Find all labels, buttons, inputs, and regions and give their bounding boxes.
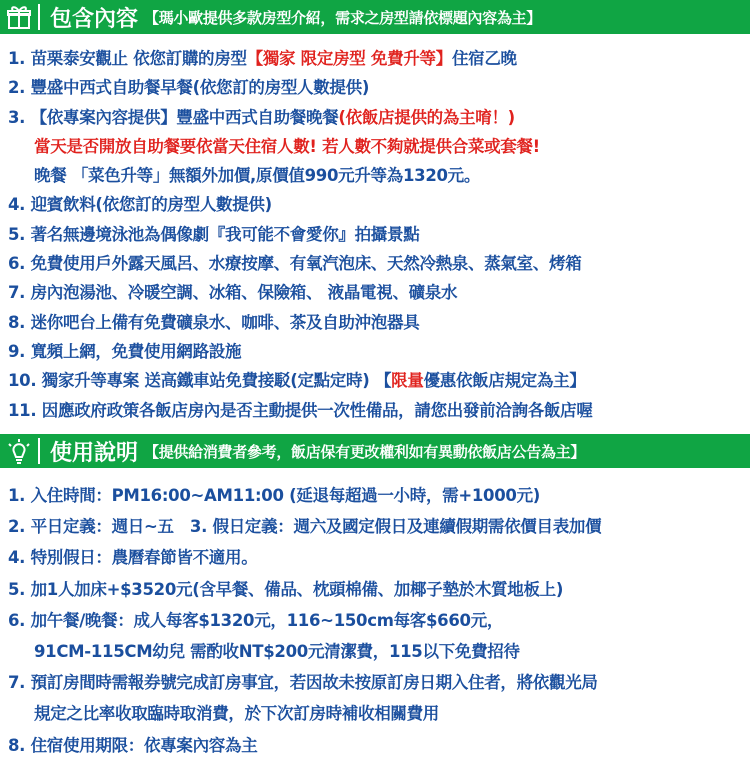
header-divider bbox=[38, 438, 40, 464]
list-item: 2. 豐盛中西式自助餐早餐(依您訂的房型人數提供) bbox=[8, 78, 370, 98]
list-item-note: 當天是否開放自助餐要依當天住宿人數! 若人數不夠就提供合菜或套餐! bbox=[34, 136, 540, 156]
list-item: 6. 加午餐/晚餐：成人每客$1320元，116~150cm每客$660元， bbox=[8, 610, 504, 630]
usage-subtitle: 【提供給消費者參考，飯店保有更改權利如有異動依飯店公告為主】 bbox=[144, 442, 586, 461]
gift-icon bbox=[0, 0, 38, 34]
list-item: 8. 住宿使用期限：依專案內容為主 bbox=[8, 735, 258, 755]
list-item: 11. 因應政府政策各飯店房內是否主動提供一次性備品，請您出發前洽詢各飯店喔 bbox=[8, 400, 593, 420]
usage-header bbox=[0, 434, 750, 468]
included-title: 包含內容 bbox=[50, 6, 139, 32]
list-item: 5. 加1人加床+$3520元(含早餐、備品、枕頭棉備、加椰子墊於木質地板上) bbox=[8, 579, 564, 599]
list-item: 3. 【依專案內容提供】豐盛中西式自助餐晚餐(依飯店提供的為主唷！) bbox=[8, 107, 515, 127]
list-item: 7. 房內泡湯池、冷暖空調、冰箱、保險箱、 液晶電視、礦泉水 bbox=[8, 283, 458, 303]
included-header bbox=[0, 0, 750, 34]
list-item: 4. 迎賓飲料(依您訂的房型人數提供) bbox=[8, 195, 272, 215]
lightbulb-icon bbox=[0, 434, 38, 468]
usage-list bbox=[8, 480, 746, 761]
list-item: 7. 預訂房間時需報券號完成訂房事宜，若因故未按原訂房日期入住者，將依觀光局 bbox=[8, 673, 598, 693]
list-item-continued: 規定之比率收取臨時取消費，於下次訂房時補收相關費用 bbox=[34, 704, 440, 724]
list-item-continued: 91CM-115CM幼兒 需酌收NT$200元清潔費，115以下免費招待 bbox=[34, 641, 520, 661]
included-subtitle: 【瑪小歐提供多款房型介紹，需求之房型請依標題內容為主】 bbox=[144, 8, 541, 27]
header-divider bbox=[38, 4, 40, 30]
list-item: 5. 著名無邊境泳池為偶像劇『我可能不會愛你』拍攝景點 bbox=[8, 224, 420, 244]
list-item: 6. 免費使用戶外露天風呂、水療按摩、有氧汽泡床、天然冷熱泉、蒸氣室、烤箱 bbox=[8, 254, 582, 274]
list-item: 2. 平日定義：週日~五 3. 假日定義：週六及國定假日及連續假期需依價目表加價 bbox=[8, 517, 602, 537]
included-list bbox=[8, 44, 746, 425]
list-item: 1. 入住時間：PM16:00~AM11:00 (延退每超過一小時，需+1000元) bbox=[8, 486, 541, 505]
list-item: 4. 特別假日：農曆春節皆不適用。 bbox=[8, 548, 258, 568]
list-item: 9. 寬頻上網，免費使用網路設施 bbox=[8, 341, 242, 361]
usage-title: 使用說明 bbox=[50, 440, 139, 466]
list-item-note: 晚餐 「菜色升等」無額外加價,原價值990元升等為1320元。 bbox=[34, 166, 481, 186]
list-item: 1. 苗栗泰安觀止 依您訂購的房型【獨家 限定房型 免費升等】住宿乙晚 bbox=[8, 49, 517, 68]
list-item: 8. 迷你吧台上備有免費礦泉水、咖啡、茶及自助沖泡器具 bbox=[8, 312, 420, 332]
list-item: 10. 獨家升等專案 送高鐵車站免費接駁(定點定時) 【限量優惠依飯店規定為主】 bbox=[8, 371, 586, 391]
